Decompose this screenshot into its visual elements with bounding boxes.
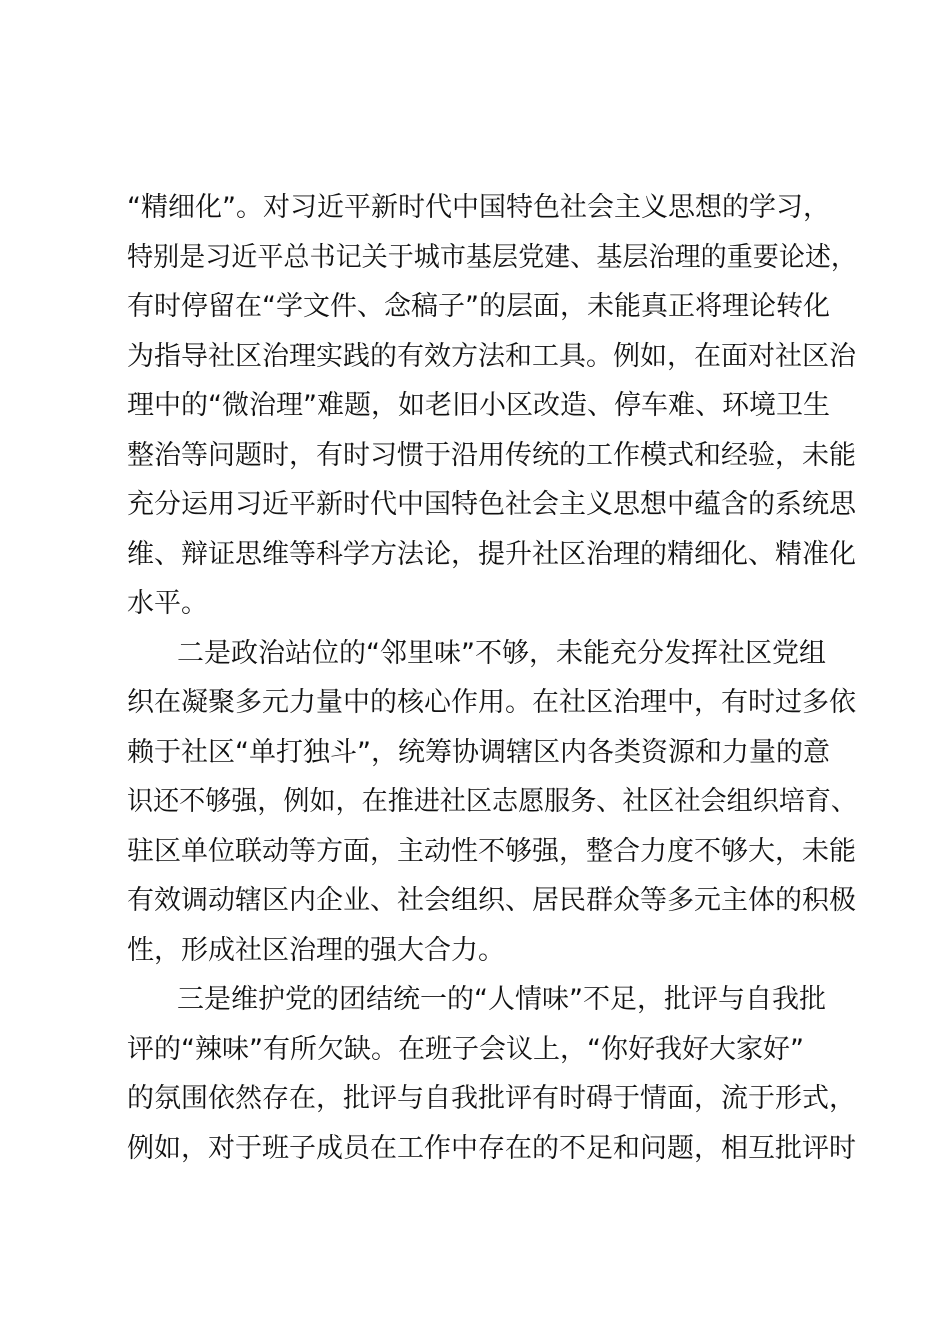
text-line: 性，形成社区治理的强大合力。	[127, 935, 505, 966]
text-line: 整治等问题时，有时习惯于沿用传统的工作模式和经验，未能	[127, 440, 856, 471]
paragraph-first-line: 三是维护党的团结统一的“人情味”不足，批评与自我批	[177, 984, 826, 1015]
text-line: 水平。	[127, 588, 208, 619]
text-line: 织在凝聚多元力量中的核心作用。在社区治理中，有时过多依	[127, 687, 856, 718]
text-line: 为指导社区治理实践的有效方法和工具。例如，在面对社区治	[127, 341, 856, 372]
text-line: 识还不够强，例如，在推进社区志愿服务、社区社会组织培育、	[127, 786, 857, 817]
text-line: 驻区单位联动等方面，主动性不够强，整合力度不够大，未能	[127, 836, 856, 867]
text-line: 有时停留在“学文件、念稿子”的层面，未能真正将理论转化	[127, 291, 830, 322]
text-line: 评的“辣味”有所欠缺。在班子会议上，“你好我好大家好”	[127, 1034, 804, 1065]
text-line: 的氛围依然存在，批评与自我批评有时碍于情面，流于形式，	[127, 1083, 856, 1114]
text-line: 特别是习近平总书记关于城市基层党建、基层治理的重要论述，	[127, 242, 857, 273]
text-line: 赖于社区“单打独斗”，统筹协调辖区内各类资源和力量的意	[127, 737, 830, 768]
text-line: 例如，对于班子成员在工作中存在的不足和问题，相互批评时	[127, 1133, 856, 1164]
text-line: 充分运用习近平新时代中国特色社会主义思想中蕴含的系统思	[127, 489, 856, 520]
text-line: 有效调动辖区内企业、社会组织、居民群众等多元主体的积极	[127, 885, 856, 916]
paragraph-first-line: 二是政治站位的“邻里味”不够，未能充分发挥社区党组	[177, 638, 826, 669]
text-line: 理中的“微治理”难题，如老旧小区改造、停车难、环境卫生	[127, 390, 830, 421]
text-line: “精细化”。对习近平新时代中国特色社会主义思想的学习，	[127, 192, 830, 223]
text-line: 维、辩证思维等科学方法论，提升社区治理的精细化、精准化	[127, 539, 856, 570]
